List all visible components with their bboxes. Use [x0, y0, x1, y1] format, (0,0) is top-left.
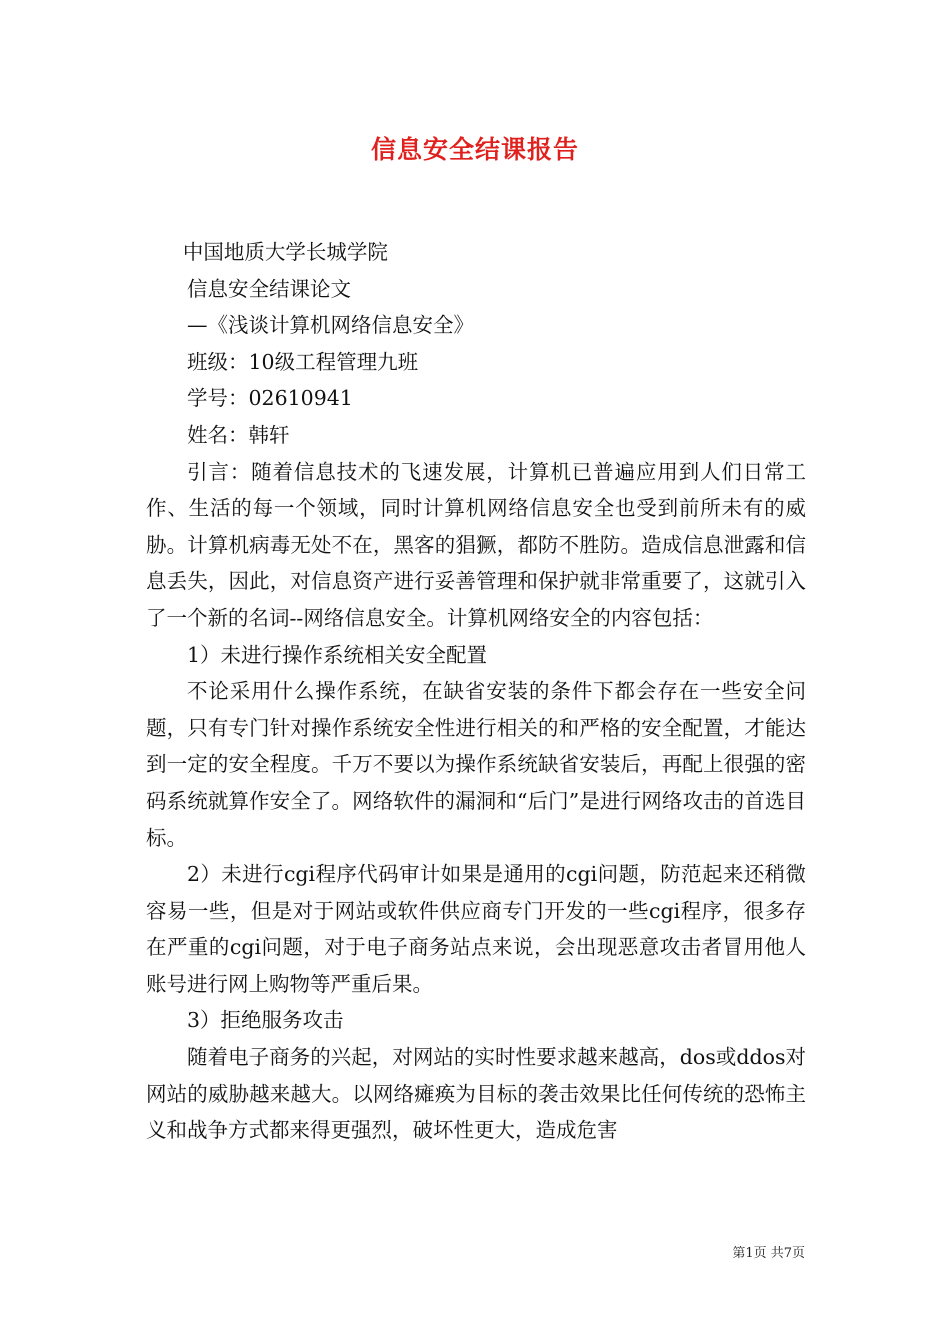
- section-paragraph-1: 不论采用什么操作系统，在缺省安装的条件下都会存在一些安全问题，只有专门针对操作系统安全性进行相关的和严格的安全配置，才能达到一定的安全程度。千万不要以为操作系统缺省安装后，再配上很强的密码系统就算作安全了。网络软件的漏洞和“后门”是进行网络攻击的首选目标。: [146, 679, 806, 850]
- paper-type: 信息安全结课论文: [187, 276, 351, 301]
- paper-subtitle: —《浅谈计算机网络信息安全》: [187, 313, 474, 338]
- section-heading-3: 3）拒绝服务攻击: [187, 1008, 344, 1033]
- intro-paragraph: 引言：随着信息技术的飞速发展，计算机已普遍应用到人们日常工作、生活的每一个领域，同时计算机网络信息安全也受到前所未有的威胁。计算机病毒无处不在，黑客的猖獗，都防不胜防。造成信息泄露和信息丢失，因此，对信息资产进行妥善管理和保护就非常重要了，这就引入了一个新的名词--网络信息安全。计算机网络安全的内容包括：: [146, 459, 806, 630]
- name-line: 姓名：韩轩: [187, 422, 290, 447]
- school-name: 中国地质大学长城学院: [182, 240, 388, 264]
- document-body: [146, 234, 806, 1149]
- page-number: 第1页 共7页: [732, 1246, 805, 1261]
- document-title: 信息安全结课报告: [370, 135, 579, 164]
- section-heading-1: 1）未进行操作系统相关安全配置: [187, 642, 488, 667]
- student-id-line: 学号：02610941: [187, 386, 353, 411]
- class-line: 班级：10级工程管理九班: [187, 349, 419, 374]
- section-paragraph-2: 2）未进行cgi程序代码审计如果是通用的cgi问题，防范起来还稍微容易一些，但是对于网站或软件供应商专门开发的一些cgi程序，很多存在严重的cgi问题，对于电子商务站点来说，会出现恶意攻击者冒用他人账号进行网上购物等严重后果。: [146, 862, 806, 996]
- section-paragraph-3: 随着电子商务的兴起，对网站的实时性要求越来越高，dos或ddos对网站的威胁越来越大。以网络瘫痪为目标的袭击效果比任何传统的恐怖主义和战争方式都来得更强烈，破坏性更大，造成危害: [146, 1045, 806, 1143]
